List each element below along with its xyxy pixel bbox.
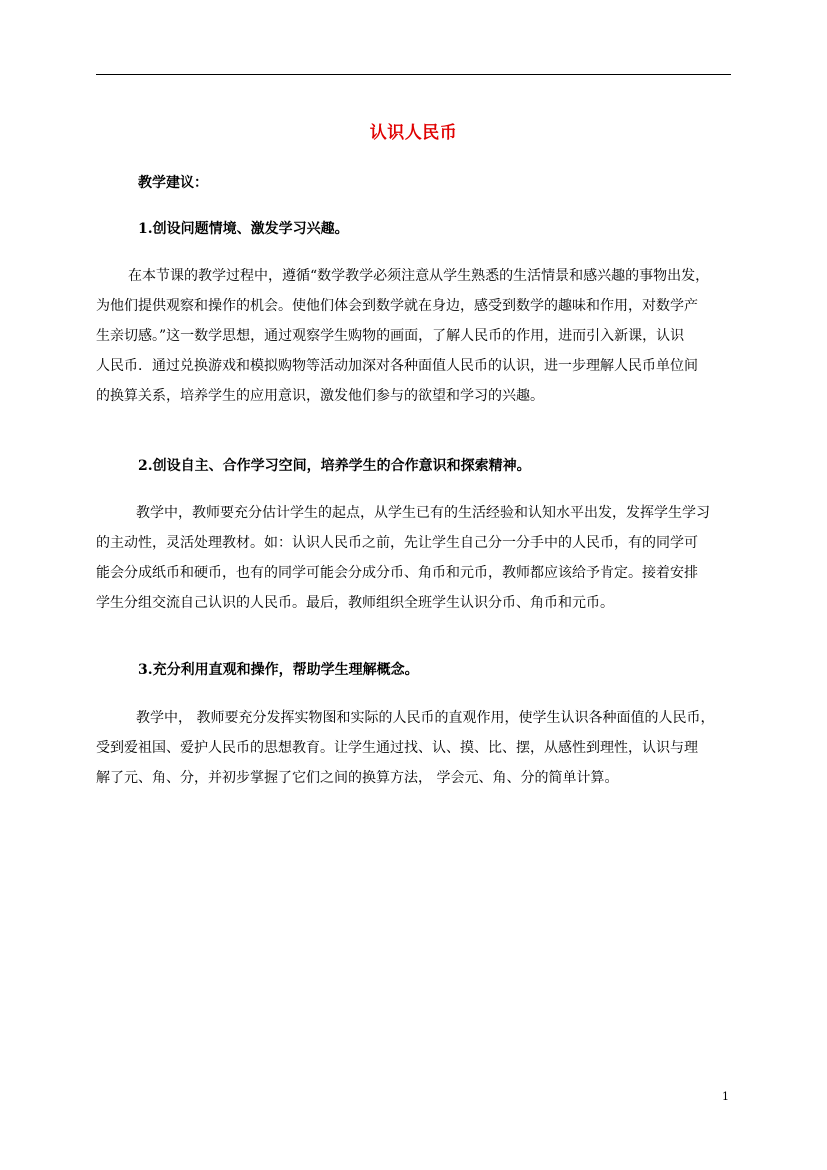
paragraph-line: 为他们提供观察和操作的机会。使他们体会到数学就在身边，感受到数学的趣味和作用，对数学产: [96, 298, 698, 314]
section-paragraph-2: [96, 498, 736, 618]
paragraph-line: 受到爱祖国、爱护人民币的思想教育。让学生通过找、认、摸、比、摆，从感性到理性，认识与理: [96, 740, 698, 756]
section-heading-1: 1.创设问题情境、激发学习兴趣。: [138, 221, 349, 237]
section-paragraph-1: [96, 261, 736, 411]
paragraph-line: 的换算关系，培养学生的应用意识，激发他们参与的欲望和学习的兴趣。: [96, 388, 544, 404]
paragraph-line: 教学中， 教师要充分发挥实物图和实际的人民币的直观作用，使学生认识各种面值的人民币，: [136, 710, 715, 726]
section-label: 教学建议：: [138, 175, 208, 191]
paragraph-line: 教学中，教师要充分估计学生的起点，从学生已有的生活经验和认知水平出发，发挥学生学习: [136, 505, 710, 521]
section-heading-3: 3.充分利用直观和操作，帮助学生理解概念。: [138, 662, 419, 678]
section-paragraph-3: [96, 703, 736, 793]
section-heading-2: 2.创设自主、合作学习空间，培养学生的合作意识和探索精神。: [138, 458, 531, 474]
header-rule: [96, 74, 731, 75]
page-number: 1: [722, 1090, 729, 1103]
paragraph-line: 能会分成纸币和硬币，也有的同学可能会分成分币、角币和元币，教师都应该给予肯定。接着安排: [96, 565, 698, 581]
paragraph-line: 生亲切感。”这一数学思想，通过观察学生购物的画面，了解人民币的作用，进而引入新课，认识: [96, 328, 685, 344]
paragraph-line: 解了元、角、分，并初步掌握了它们之间的换算方法， 学会元、角、分的简单计算。: [96, 770, 619, 786]
document-title: 认识人民币: [369, 123, 458, 143]
paragraph-line: 的主动性，灵活处理教材。如：认识人民币之前，先让学生自己分一分手中的人民币，有的同学可: [96, 535, 698, 551]
paragraph-line: 人民币．通过兑换游戏和模拟购物等活动加深对各种面值人民币的认识，进一步理解人民币单位间: [96, 358, 698, 374]
paragraph-line: 在本节课的教学过程中，遵循“数学教学必须注意从学生熟悉的生活情景和感兴趣的事物出发，: [128, 268, 710, 284]
paragraph-line: 学生分组交流自己认识的人民币。最后，教师组织全班学生认识分币、角币和元币。: [96, 595, 614, 611]
